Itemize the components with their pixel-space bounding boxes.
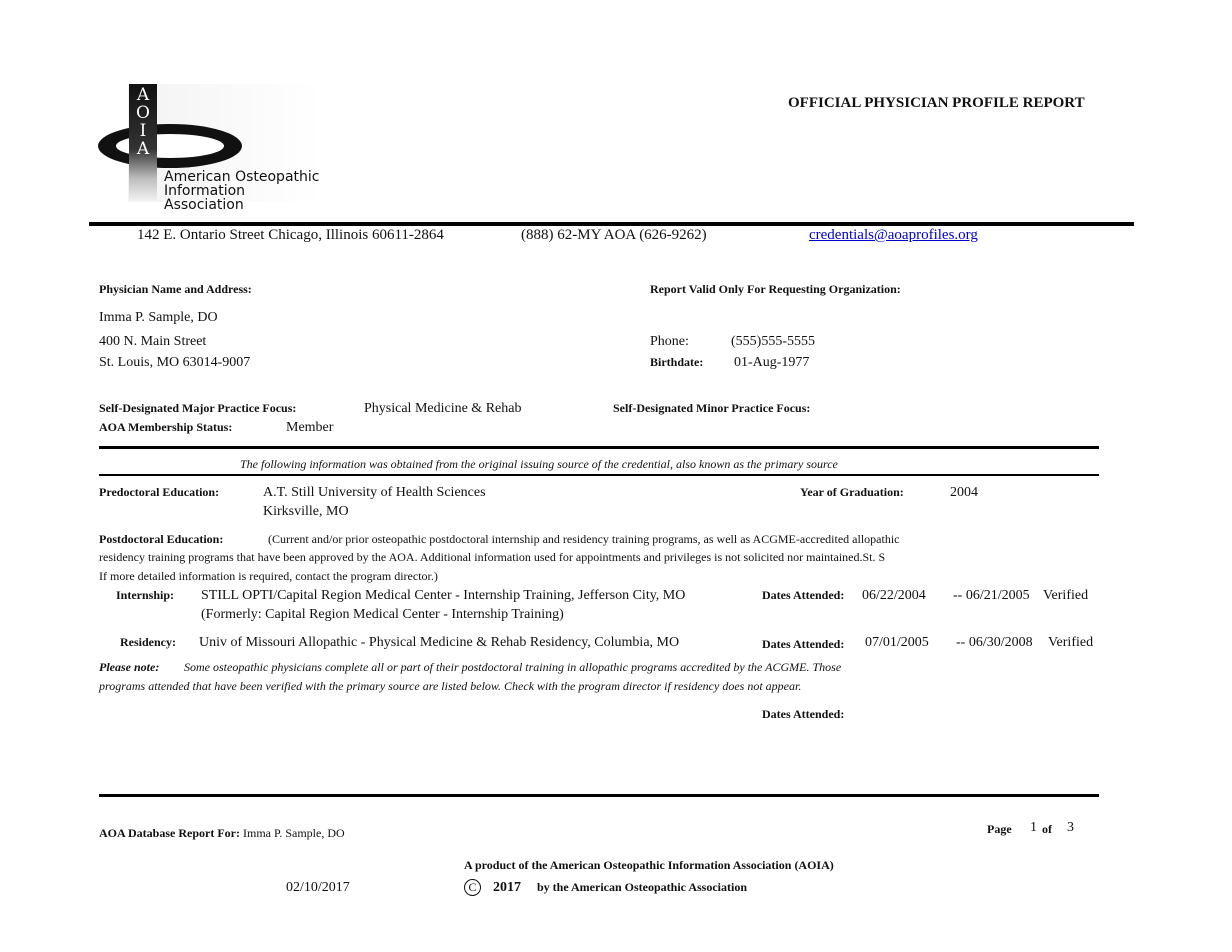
physician-section-label: Physician Name and Address: [99, 282, 252, 296]
footer-divider [99, 794, 1099, 797]
report-date: 02/10/2017 [286, 880, 350, 895]
aoa-address: 142 E. Ontario Street Chicago, Illinois 60611-2864 [137, 227, 444, 243]
header-divider [89, 222, 1134, 226]
logo-letter: I [139, 121, 147, 141]
copyright-icon: C [464, 879, 481, 896]
logo-name-line2: Information Association [164, 183, 246, 213]
page-label: Page [987, 822, 1012, 836]
physician-street: 400 N. Main Street [99, 334, 207, 349]
graduation-year: 2004 [950, 485, 978, 500]
logo-letter: O [136, 103, 150, 123]
please-note-line2: programs attended that have been verified with the primary source are listed below. Check with the program director if residency does not appear. [99, 679, 802, 693]
logo-letters [129, 86, 157, 158]
report-for [99, 826, 345, 841]
copyright [464, 878, 747, 896]
allopathic-dates-label: Dates Attended: [762, 707, 845, 721]
internship-start-date: 06/22/2004 [862, 588, 926, 603]
product-line: A product of the American Osteopathic Information Association (AOIA) [464, 858, 834, 872]
copyright-by: by the American Osteopathic Association [537, 880, 747, 894]
predoctoral-school: A.T. Still University of Health Sciences [263, 485, 486, 500]
internship-program: STILL OPTI/Capital Region Medical Center - Internship Training, Jefferson City, MO [201, 588, 686, 603]
page-total: 3 [1067, 820, 1074, 835]
internship-end-date: -- 06/21/2005 [953, 588, 1030, 603]
physician-name: Imma P. Sample, DO [99, 310, 218, 325]
residency-end-date: -- 06/30/2008 [956, 635, 1033, 650]
physician-birthdate: 01-Aug-1977 [734, 355, 810, 370]
report-title: OFFICIAL PHYSICIAN PROFILE REPORT [788, 95, 1085, 111]
report-for-name: Imma P. Sample, DO [242, 826, 345, 840]
section-divider [99, 446, 1099, 449]
minor-focus-label: Self-Designated Minor Practice Focus: [613, 401, 811, 415]
primary-source-note: The following information was obtained from the original issuing source of the credential, also known as the primary source [240, 457, 838, 471]
internship-dates-label: Dates Attended: [762, 588, 845, 602]
membership-label: AOA Membership Status: [99, 420, 233, 434]
postdoctoral-desc-line1: (Current and/or prior osteopathic postdoctoral internship and residency training programs, as well as ACGME-accredited allopathic [268, 532, 900, 546]
internship-formerly: (Formerly: Capital Region Medical Center - Internship Training) [201, 607, 564, 622]
major-focus-value: Physical Medicine & Rehab [364, 401, 522, 416]
valid-for-label: Report Valid Only For Requesting Organization: [650, 282, 901, 296]
copyright-year: 2017 [493, 880, 521, 895]
postdoctoral-desc-line3: If more detailed information is required, contact the program director.) [99, 569, 438, 583]
birthdate-label: Birthdate: [650, 355, 704, 369]
internship-label: Internship: [116, 588, 175, 602]
residency-dates-label: Dates Attended: [762, 637, 845, 651]
residency-label: Residency: [120, 635, 176, 649]
internship-status: Verified [1043, 588, 1089, 603]
residency-start-date: 07/01/2005 [865, 635, 929, 650]
page-current: 1 [1030, 820, 1037, 835]
page-of: of [1042, 822, 1052, 836]
credentials-email-link[interactable]: credentials@aoaprofiles.org [809, 227, 978, 243]
aoia-logo [98, 84, 322, 213]
logo-org-name [164, 170, 322, 212]
postdoctoral-label: Postdoctoral Education: [99, 532, 224, 546]
phone-label: Phone: [650, 334, 689, 349]
aoa-phone: (888) 62-MY AOA (626-9262) [521, 227, 707, 243]
residency-status: Verified [1048, 635, 1094, 650]
residency-program: Univ of Missouri Allopathic - Physical Medicine & Rehab Residency, Columbia, MO [199, 635, 680, 650]
logo-letter: A [136, 139, 150, 159]
logo-letter: A [136, 85, 150, 105]
physician-city: St. Louis, MO 63014-9007 [99, 355, 251, 370]
please-note-line1: Some osteopathic physicians complete all or part of their postdoctoral training in allopathic programs accredited by the ACGME. Those [184, 660, 842, 674]
postdoctoral-desc-line2: residency training programs that have been approved by the AOA. Additional information used for appointments and privileges is not solicited nor maintained.St. S [99, 550, 886, 564]
predoctoral-location: Kirksville, MO [263, 504, 349, 519]
logo-name-line1: American Osteopathic [164, 169, 320, 185]
please-note-label: Please note: [99, 660, 160, 674]
report-for-label: AOA Database Report For: [99, 826, 240, 840]
major-focus-label: Self-Designated Major Practice Focus: [99, 401, 297, 415]
membership-value: Member [286, 420, 334, 435]
physician-phone: (555)555-5555 [731, 334, 815, 349]
section-divider [99, 474, 1099, 476]
predoctoral-label: Predoctoral Education: [99, 485, 220, 499]
graduation-year-label: Year of Graduation: [800, 485, 904, 499]
